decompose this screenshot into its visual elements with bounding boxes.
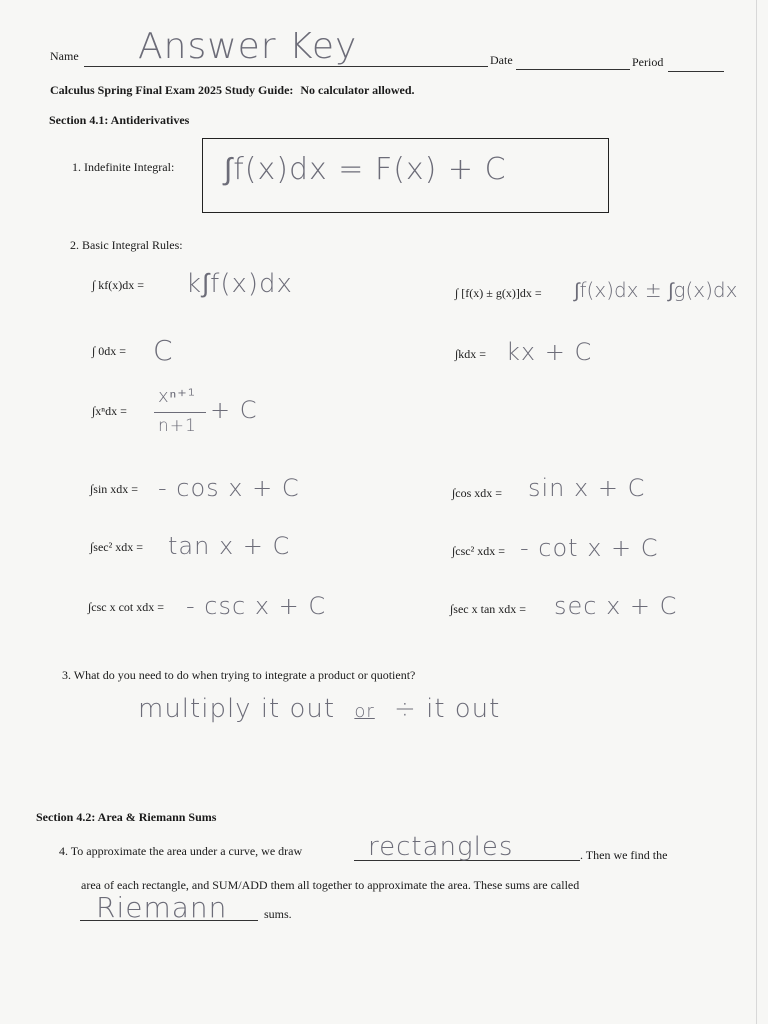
q1-label: 1. Indefinite Integral: (72, 160, 175, 174)
rule-kfx-lhs: ∫ kf(x)dx = (92, 278, 145, 292)
rule-power-tail: + C (210, 396, 258, 424)
q3-answer-part-a: multiply it out (138, 694, 336, 724)
q4-mid: . Then we find the (580, 848, 668, 862)
q2-label: 2. Basic Integral Rules: (70, 238, 183, 252)
period-label: Period (632, 55, 664, 69)
period-underline (668, 71, 724, 72)
rule-sectan-lhs: ∫sec x tan xdx = (450, 602, 527, 616)
q4-blank2-answer: Riemann (96, 891, 228, 924)
rule-zero-answer: C (153, 334, 174, 367)
rule-zero-lhs: ∫ 0dx = (92, 344, 127, 358)
q1-answer: ∫f(x)dx = F(x) + C (224, 152, 507, 187)
rule-sec2-answer: tan x + C (168, 532, 291, 560)
rule-csc2-lhs: ∫csc² xdx = (452, 544, 505, 558)
rule-csc2-answer: - cot x + C (520, 534, 659, 562)
q4-suffix: sums. (264, 907, 292, 921)
rule-cos-lhs: ∫cos xdx = (452, 486, 503, 500)
rule-sec2-lhs: ∫sec² xdx = (90, 540, 143, 554)
rule-k-answer: kx + C (506, 338, 593, 366)
q4-line2: area of each rectangle, and SUM/ADD them all together to approximate the area. These sums are called (81, 878, 580, 892)
rule-power-denominator: n+1 (158, 416, 197, 436)
rule-k-lhs: ∫kdx = (455, 347, 487, 361)
exam-title (50, 83, 415, 98)
section-4-2-heading: Section 4.2: Area & Riemann Sums (36, 810, 217, 824)
rule-sum-answer: ∫f(x)dx ± ∫g(x)dx (574, 278, 738, 302)
exam-title-text: Calculus Spring Final Exam 2025 Study Guide: (50, 83, 294, 97)
rule-kfx-answer: k∫f(x)dx (186, 269, 293, 299)
q3-label: 3. What do you need to do when trying to integrate a product or quotient? (62, 668, 416, 682)
date-label: Date (490, 53, 513, 67)
rule-csccot-answer: - csc x + C (186, 592, 327, 620)
rule-csccot-lhs: ∫csc x cot xdx = (88, 600, 165, 614)
q3-answer-or: or (354, 701, 375, 722)
rule-cos-answer: sin x + C (528, 474, 646, 502)
q3-answer-part-b: ÷ it out (394, 694, 501, 724)
rule-power-numerator: xⁿ⁺¹ (158, 386, 196, 407)
rule-sin-lhs: ∫sin xdx = (90, 482, 139, 496)
date-underline (516, 69, 630, 70)
exam-subtitle-text: No calculator allowed. (300, 83, 415, 97)
q3-answer (138, 694, 500, 724)
rule-power-fraction-bar (154, 412, 206, 413)
name-label: Name (50, 49, 79, 63)
rule-sectan-answer: sec x + C (554, 592, 678, 620)
scan-edge (756, 0, 757, 1024)
rule-sin-answer: - cos x + C (158, 474, 300, 502)
section-4-1-heading: Section 4.1: Antiderivatives (49, 113, 190, 127)
rule-power-lhs: ∫xⁿdx = (92, 404, 127, 418)
q4-prefix: 4. To approximate the area under a curve, we draw (59, 844, 303, 858)
q4-blank1-answer: rectangles (368, 832, 514, 862)
rule-sum-lhs: ∫ [f(x) ± g(x)]dx = (455, 286, 542, 300)
name-value: Answer Key (138, 26, 358, 67)
